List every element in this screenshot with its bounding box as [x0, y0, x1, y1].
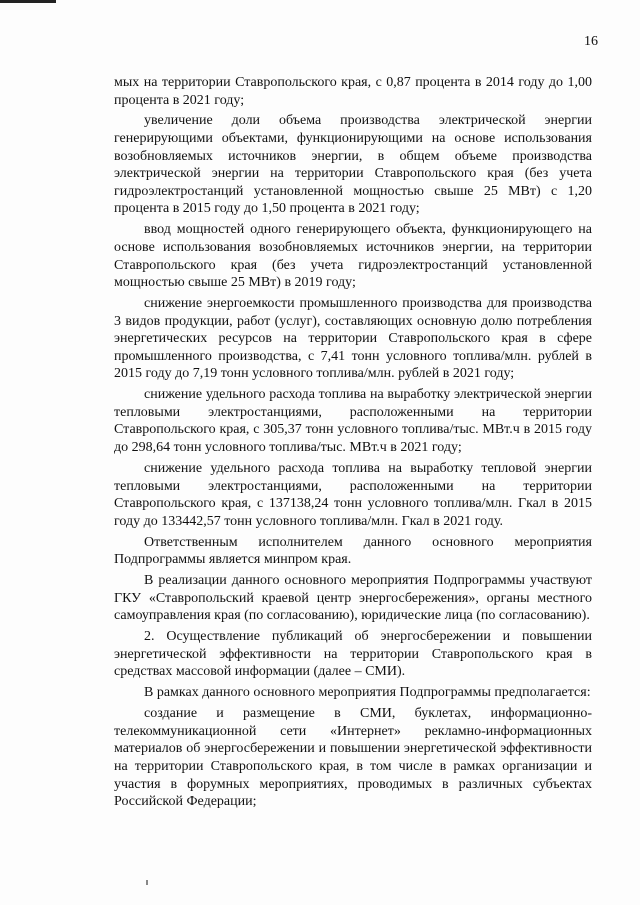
- paragraph-participants: В реализации данного основного мероприятия Подпрограммы участвуют ГКУ «Ставропольский краевой центр энергосбережения», органы местного самоуправления края (по согласованию), юридические лица (по согласованию).: [114, 573, 592, 624]
- paragraph-continuation: мых на территории Ставропольского края, с 0,87 процента в 2014 году до 1,00 процента в 2021 году;: [114, 75, 592, 108]
- paragraph-energy-intensity: снижение энергоемкости промышленного производства для производства 3 видов продукции, работ (услуг), составляющих основную долю потребления энергетических ресурсов на территории Ставропольского края в сфере промышленного производства, с 7,41 тонн условного топлива/млн. рублей в 2015 году до 7,19 тонн условного топлива/млн. рублей в 2021 году;: [114, 296, 592, 382]
- document-body: [114, 74, 592, 814]
- paragraph-media-publications: 2. Осуществление публикаций об энергосбережении и повышении энергетической эффективности на территории Ставропольского края в средствах массовой информации (далее – СМИ).: [114, 629, 592, 680]
- paragraph-heat-fuel-rate: снижение удельного расхода топлива на выработку тепловой энергии тепловыми электростанциями, расположенными на территории Ставропольского края, с 137138,24 тонн условного топлива/млн. Гкал в 2015 году до 133442,57 тонн условного топлива/млн. Гкал в 2021 году.: [114, 460, 592, 529]
- paragraph-planned-intro: В рамках данного основного мероприятия Подпрограммы предполагается:: [144, 685, 591, 701]
- paragraph-renewable-share: увеличение доли объема производства электрической энергии генерирующими объектами, функционирующими на основе использования возобновляемых источников энергии, в общем объеме производства электрической энергии на территории Ставропольского края (без учета гидроэлектростанций установленной мощностью свыше 25 МВт) с 1,20 процента в 2015 году до 1,50 процента в 2021 году;: [114, 113, 592, 217]
- paragraph-responsible-executor: Ответственным исполнителем данного основного мероприятия Подпрограммы является минпром края.: [114, 534, 592, 568]
- page-number: 16: [584, 34, 598, 49]
- scan-speck: [146, 880, 148, 885]
- paragraph-materials-creation: создание и размещение в СМИ, буклетах, информационно-телекоммуникационной сети «Интернет» рекламно-информационных материалов об энергосбережении и повышении энергетической эффективности на территории Ставропольского края, в том числе в рамках организации и участия в форумных мероприятиях, проводимых в различных субъектах Российской Федерации;: [114, 706, 592, 810]
- paragraph-generating-object: ввод мощностей одного генерирующего объекта, функционирующего на основе использования возобновляемых источников энергии, на территории Ставропольского края (без учета гидроэлектростанций установленной мощностью свыше 25 МВт) в 2019 году;: [114, 222, 592, 291]
- paragraph-electric-fuel-rate: снижение удельного расхода топлива на выработку электрической энергии тепловыми электростанциями, расположенными на территории Ставропольского края, с 305,37 тонн условного топлива/тыс. МВт.ч в 2015 году до 298,64 тонн условного топлива/тыс. МВт.ч в 2021 году;: [114, 387, 592, 456]
- scan-corner-mark: [0, 0, 56, 3]
